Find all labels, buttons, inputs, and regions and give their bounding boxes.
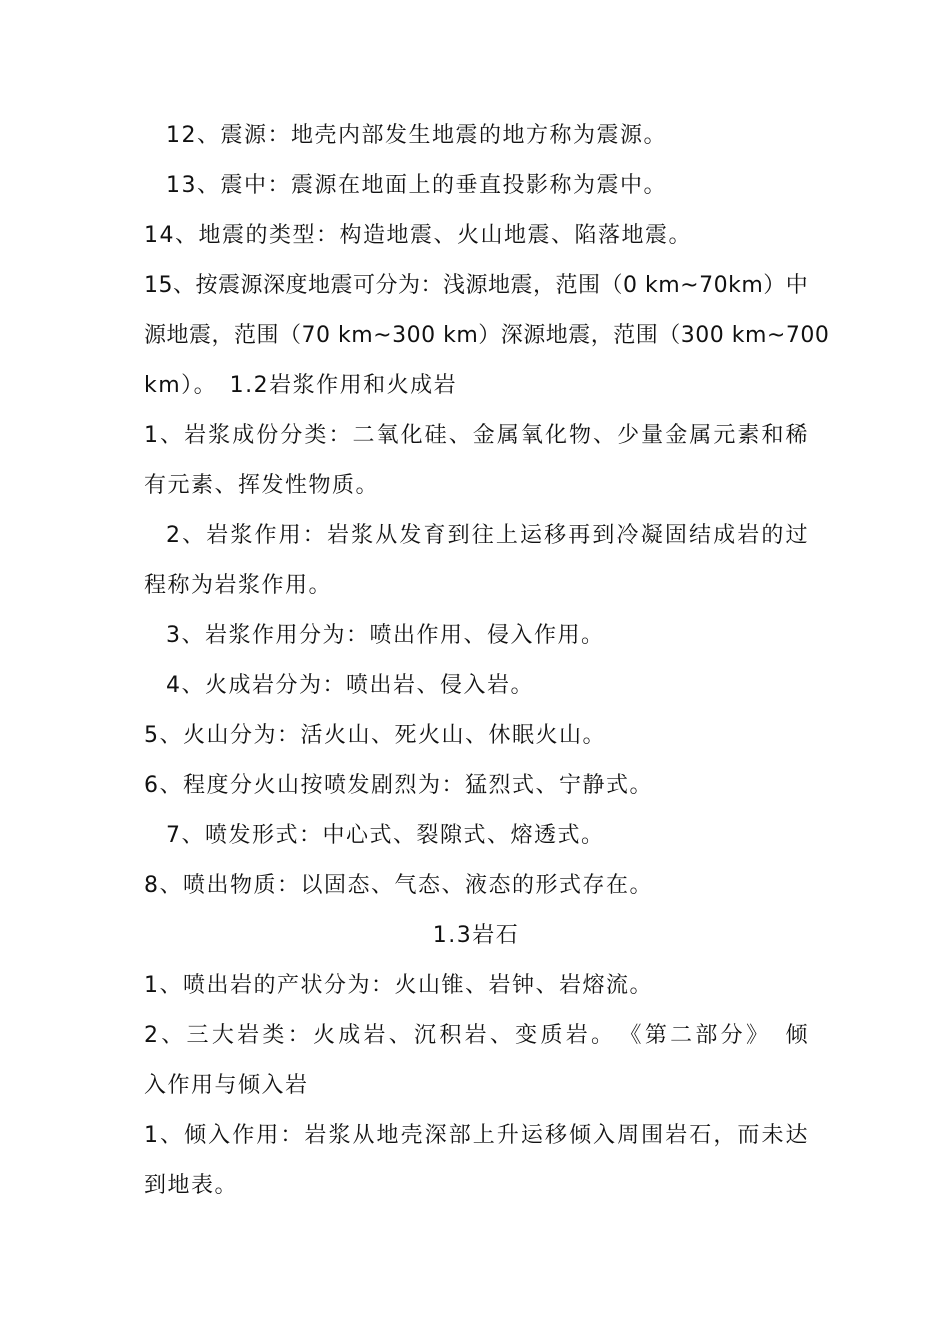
text-line: 15、按震源深度地震可分为：浅源地震，范围（0 km~70km）中 [144, 273, 809, 298]
text-line: 到地表。 [144, 1173, 239, 1198]
text-line: 1、岩浆成份分类：二氧化硅、金属氧化物、少量金属元素和稀 [144, 423, 808, 448]
text-line: 3、岩浆作用分为：喷出作用、侵入作用。 [166, 623, 605, 648]
text-line: 5、火山分为：活火山、死火山、休眠火山。 [144, 723, 606, 748]
document-body [144, 111, 830, 1211]
text-line: 4、火成岩分为：喷出岩、侵入岩。 [166, 673, 534, 698]
text-line: 2、岩浆作用：岩浆从发育到往上运移再到冷凝固结成岩的过 [166, 523, 808, 548]
text-line: 6、程度分火山按喷发剧烈为：猛烈式、宁静式。 [144, 773, 653, 798]
text-line: 有元素、挥发性物质。 [144, 473, 380, 498]
text-line: 程称为岩浆作用。 [144, 573, 333, 598]
text-line: 14、地震的类型：构造地震、火山地震、陷落地震。 [144, 223, 692, 248]
section-heading: km）。 1.2岩浆作用和火成岩 [144, 373, 458, 398]
text-line: 13、震中：震源在地面上的垂直投影称为震中。 [166, 173, 667, 198]
text-line: 入作用与倾入岩 [144, 1073, 309, 1098]
text-line: 12、震源：地壳内部发生地震的地方称为震源。 [166, 123, 667, 148]
text-line: 1、倾入作用：岩浆从地壳深部上升运移倾入周围岩石，而未达 [144, 1123, 808, 1148]
text-line: 7、喷发形式：中心式、裂隙式、熔透式。 [166, 823, 605, 848]
section-heading: 1.3岩石 [432, 923, 520, 948]
text-line: 2、三大岩类：火成岩、沉积岩、变质岩。 《第二部分》 倾 [144, 1023, 808, 1048]
text-line: 8、喷出物质：以固态、气态、液态的形式存在。 [144, 873, 653, 898]
text-line: 1、喷出岩的产状分为：火山锥、岩钟、岩熔流。 [144, 973, 653, 998]
text-line: 源地震，范围（70 km~300 km）深源地震，范围（300 km~700 [144, 323, 830, 348]
